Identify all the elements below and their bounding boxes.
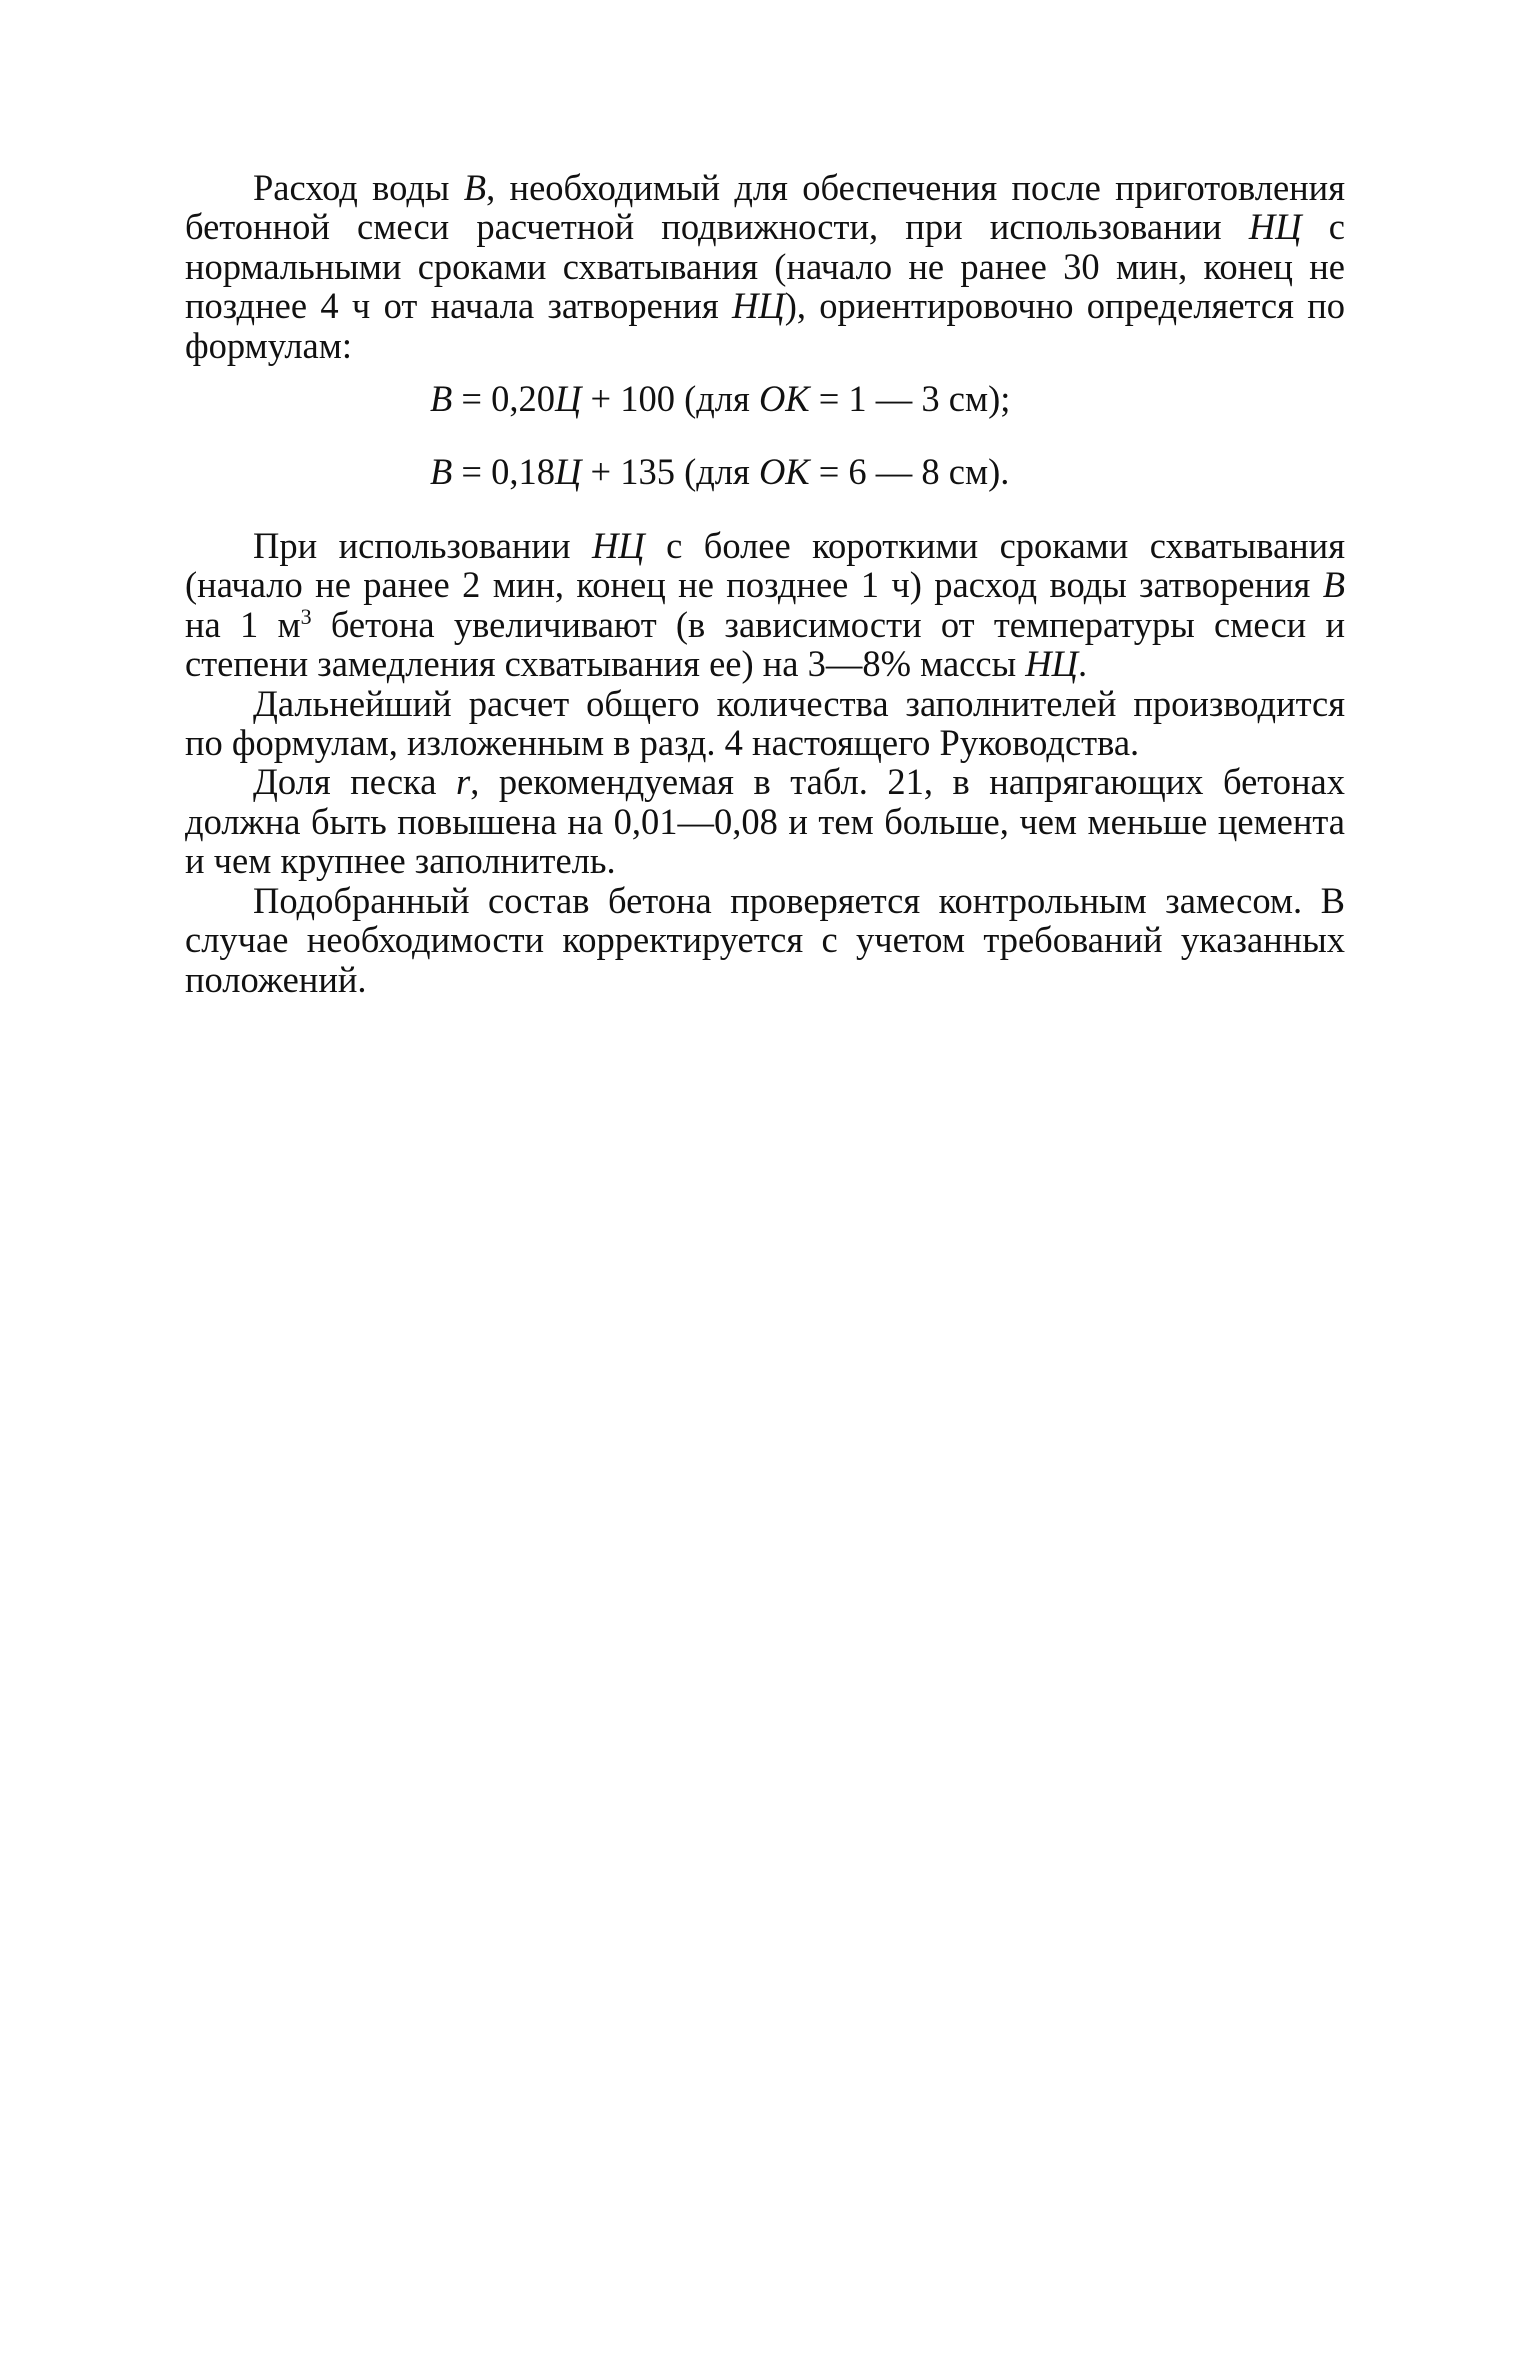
variable-b: В bbox=[463, 167, 487, 208]
body-text bbox=[185, 168, 1345, 999]
paragraph-short-setting: При использовании НЦ с более короткими сроками схватывания (начало не ранее 2 мин, конец не позднее 1 ч) расход воды затворения В на 1 $м^3$ бетона увеличивают (в зависимости от температуры смеси и степени замедления схватывания ее) на 3—8% массы НЦ. bbox=[185, 525, 1346, 685]
paragraph-aggregates: Дальнейший расчет общего количества заполнителей производится по формулам, изложенным в разд. 4 настоящего Руководства. bbox=[185, 682, 1345, 764]
variable-nc: НЦ bbox=[591, 525, 645, 567]
variable-r: r bbox=[455, 761, 471, 803]
formula-2: В = 0,18Ц + 135 (для ОК = 6 — 8 см). bbox=[430, 451, 1010, 493]
paragraph-water-consumption: Расход воды В, необходимый для обеспечения после приготовления бетонной смеси расчетной подвижности, при использовании НЦ с нормальными сроками схватывания (начало не ранее 30 мин, конец не позднее 4 ч от начала затворения НЦ), ориентировочно определяется по формулам: bbox=[185, 167, 1345, 366]
formula-1: В = 0,20Ц + 100 (для ОК = 1 — 3 см); bbox=[430, 378, 1011, 420]
paragraph-control-batch: Подобранный состав бетона проверяется контрольным замесом. В случае необходимости корректируется с учетом требований указанных положений. bbox=[185, 879, 1345, 1000]
paragraph-sand-share: Доля песка r, рекомендуемая в табл. 21, в напрягающих бетонах должна быть повышена на 0,01—0,08 и тем больше, чем меньше цемента и чем крупнее заполнитель. bbox=[185, 761, 1345, 882]
variable-b: В bbox=[1322, 564, 1345, 606]
variable-nc: НЦ bbox=[731, 285, 785, 327]
variable-nc: НЦ bbox=[1025, 643, 1078, 685]
variable-nc: НЦ bbox=[1248, 206, 1302, 248]
superscript-3: 3 bbox=[300, 603, 312, 629]
